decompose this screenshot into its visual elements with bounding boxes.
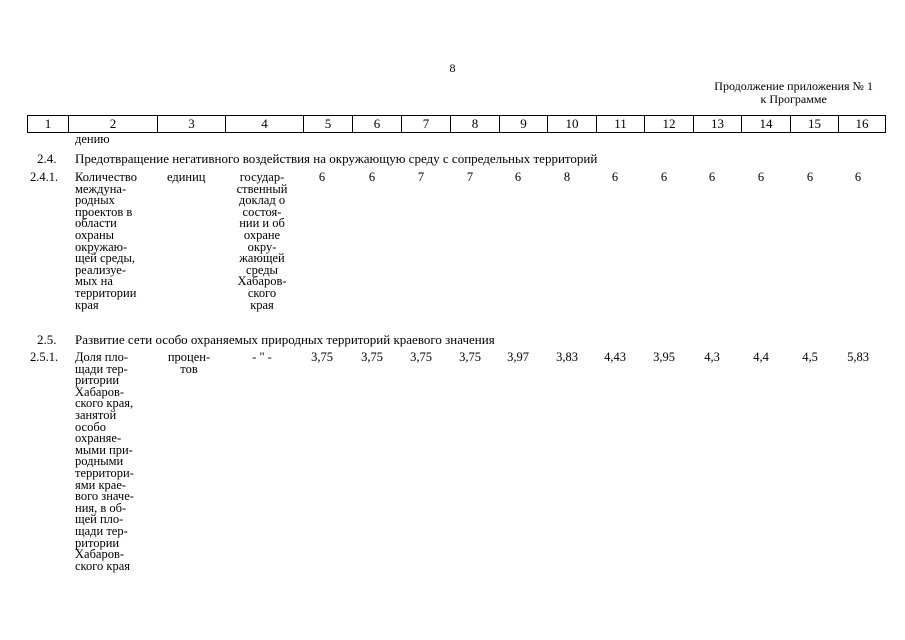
- text-line: ственный: [236, 181, 288, 196]
- column-header: 10: [548, 116, 597, 133]
- text-line: междуна-: [75, 181, 127, 196]
- text-line: Доля пло-: [75, 350, 129, 364]
- value-cell: 3,83: [556, 350, 578, 364]
- text-line: особо: [75, 419, 106, 434]
- text-line: ями крае-: [75, 477, 127, 492]
- text-line: щади тер-: [75, 361, 128, 376]
- value-cell: 6: [318, 170, 326, 184]
- value-cell: 4,4: [753, 350, 769, 364]
- value-cell: 7: [417, 170, 425, 184]
- value-cell: 6: [660, 170, 668, 184]
- column-header: 8: [451, 116, 500, 133]
- appendix-line-1: Продолжение приложения № 1: [714, 79, 873, 93]
- value-cell: 6: [806, 170, 814, 184]
- text-line: ского края,: [75, 396, 134, 411]
- value-cell: 6: [514, 170, 522, 184]
- indicator-name: [75, 172, 137, 311]
- text-line: ского: [247, 285, 277, 300]
- value-cell: 3,97: [507, 350, 529, 364]
- appendix-note: [714, 80, 873, 106]
- row-number: 2.5.1.: [30, 350, 59, 364]
- column-header: 6: [353, 116, 402, 133]
- data-source: [222, 172, 302, 311]
- carryover-text: дению: [75, 132, 110, 146]
- text-line: щади тер-: [75, 523, 128, 538]
- column-header: 1: [28, 116, 69, 133]
- value-cell: 4,5: [802, 350, 818, 364]
- text-line: области: [75, 216, 117, 231]
- text-line: доклад о: [238, 193, 286, 208]
- text-line: среды: [246, 262, 278, 277]
- text-line: родных: [75, 193, 115, 208]
- text-line: государ-: [239, 170, 285, 184]
- data-source: - " -: [252, 350, 272, 364]
- text-line: Хабаров-: [75, 547, 125, 562]
- value-cell: 3,75: [459, 350, 481, 364]
- column-header: 11: [597, 116, 645, 133]
- section-title: Развитие сети особо охраняемых природных территорий краевого значения: [75, 332, 495, 347]
- text-line: охране: [243, 227, 281, 242]
- text-line: щей среды,: [75, 251, 136, 266]
- unit-of-measure: единиц: [167, 170, 206, 184]
- value-cell: 8: [563, 170, 571, 184]
- value-cell: 6: [854, 170, 862, 184]
- text-line: мыми при-: [75, 442, 133, 457]
- text-line: края: [250, 297, 274, 312]
- text-line: ритории: [75, 535, 120, 550]
- value-cell: 3,75: [361, 350, 383, 364]
- value-cell: 6: [368, 170, 376, 184]
- value-cell: 4,3: [704, 350, 720, 364]
- text-line: края: [75, 297, 99, 312]
- value-cell: 3,75: [410, 350, 432, 364]
- text-line: нии и об: [239, 216, 285, 231]
- text-line: вого значе-: [75, 489, 134, 504]
- text-line: ского края: [75, 558, 131, 573]
- value-cell: 4,43: [604, 350, 626, 364]
- text-line: Хабаров-: [75, 384, 125, 399]
- column-header: 4: [226, 116, 304, 133]
- value-cell: 3,75: [311, 350, 333, 364]
- text-line: Количество: [75, 170, 137, 184]
- text-line: занятой: [75, 407, 117, 422]
- text-line: тов: [180, 361, 198, 376]
- value-cell: 6: [611, 170, 619, 184]
- column-number-header: [27, 115, 886, 133]
- section-number: 2.4.: [37, 151, 57, 166]
- column-header: 12: [645, 116, 694, 133]
- column-header: 5: [304, 116, 353, 133]
- value-cell: 5,83: [847, 350, 869, 364]
- header-row: [28, 116, 886, 133]
- section-number: 2.5.: [37, 332, 57, 347]
- text-line: состоя-: [242, 204, 282, 219]
- column-header: 7: [402, 116, 451, 133]
- column-header: 14: [742, 116, 791, 133]
- appendix-line-2: к Программе: [760, 92, 827, 106]
- value-cell: 7: [466, 170, 474, 184]
- text-line: проектов в: [75, 204, 133, 219]
- text-line: жающей: [239, 251, 285, 266]
- value-cell: 6: [757, 170, 765, 184]
- text-line: мых на: [75, 274, 113, 289]
- text-line: территории: [75, 285, 137, 300]
- text-line: щей пло-: [75, 512, 124, 527]
- text-line: охраны: [75, 227, 115, 242]
- column-header: 2: [69, 116, 158, 133]
- value-cell: 3,95: [653, 350, 675, 364]
- text-line: охраняе-: [75, 431, 122, 446]
- value-cell: 6: [708, 170, 716, 184]
- column-header: 13: [694, 116, 742, 133]
- text-line: Хабаров-: [237, 274, 287, 289]
- column-header: 3: [158, 116, 226, 133]
- column-header: 9: [500, 116, 548, 133]
- column-header: 15: [791, 116, 839, 133]
- text-line: ритории: [75, 373, 120, 388]
- text-line: территори-: [75, 465, 134, 480]
- column-header: 16: [839, 116, 886, 133]
- text-line: реализуе-: [75, 262, 127, 277]
- unit-of-measure: [159, 352, 219, 375]
- text-line: ния, в об-: [75, 500, 127, 515]
- text-line: родными: [75, 454, 124, 469]
- page-number: 8: [449, 61, 456, 75]
- indicator-name: [75, 352, 134, 572]
- text-line: окру-: [247, 239, 277, 254]
- text-line: процен-: [167, 350, 211, 364]
- text-line: окружаю-: [75, 239, 128, 254]
- row-number: 2.4.1.: [30, 170, 59, 184]
- section-title: Предотвращение негативного воздействия на окружающую среду с сопредельных территорий: [75, 151, 598, 166]
